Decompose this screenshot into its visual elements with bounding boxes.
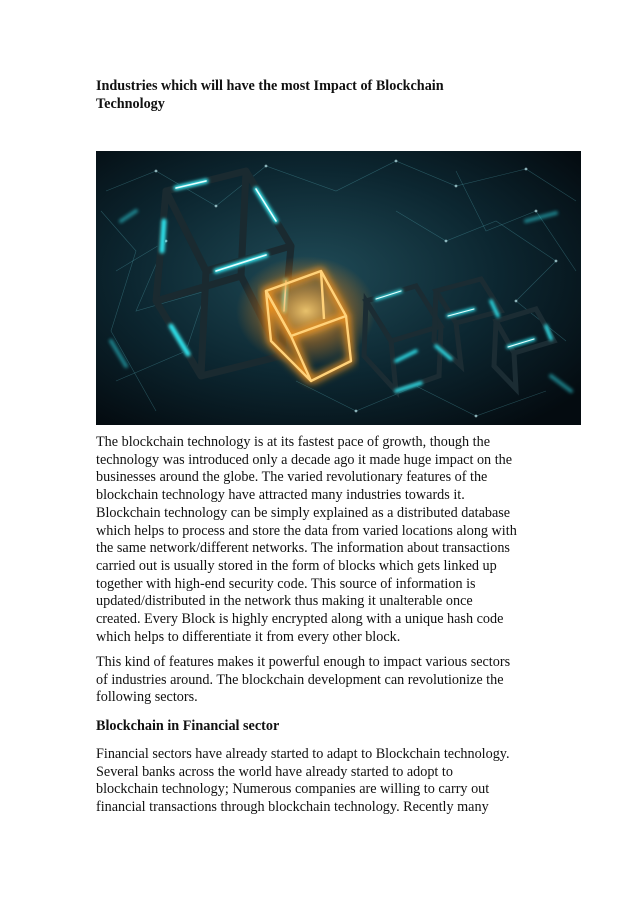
financial-sector-paragraph: Financial sectors have already started to adapt to Blockchain technology. Several banks across the world have already started to adopt to blockchain technology; Numerous companies are willing to carry out financial transactions through blockchain technology. Recently many [96, 746, 510, 816]
document-title: Industries which will have the most Impact of Blockchain Technology [96, 78, 444, 112]
blockchain-hero-image [96, 151, 581, 425]
section-heading: Blockchain in Financial sector [96, 718, 280, 734]
blockchain-cubes-illustration-icon [96, 151, 581, 425]
sectors-paragraph: This kind of features makes it powerful enough to impact various sectors of industries around. The blockchain development can revolutionize the following sectors. [96, 654, 511, 706]
intro-paragraph: The blockchain technology is at its fastest pace of growth, though the technology was introduced only a decade ago it made huge impact on the businesses around the globe. The varied revolutionary features of the blockchain technology have attracted many industries towards it. Blockchain technology can be simply explained as a distributed database which helps to process and store the data from varied locations along with the same network/different networks. The information about transactions carried out is usually stored in the form of blocks which gets linked up together with high-end security code. This source of information is updated/distributed in the network thus making it unalterable once created. Every Block is highly encrypted along with a unique hash code which helps to differentiate it from every other block. [96, 434, 517, 645]
